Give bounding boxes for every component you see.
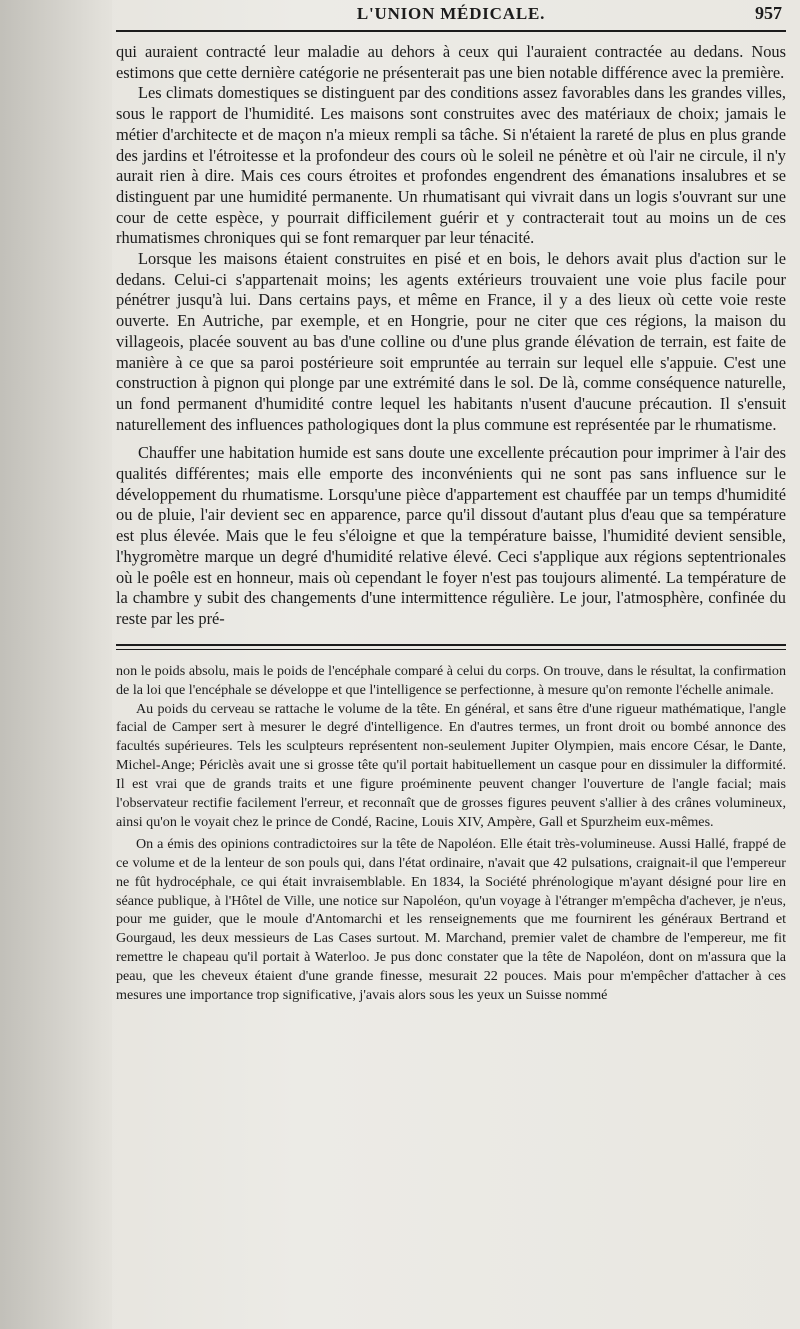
body-paragraph: Les climats domestiques se distinguent par des conditions assez favorables dans les grandes villes, sous le rapport de l'humidité. Les maisons sont construites avec des matériaux de choix; jamais le métier d'architecte et de maçon n'a mieux rempli sa tâche. Si n'étaient la rareté de plus en plus grande des jardins et l'étroitesse et la profondeur des cours où le soleil ne pénètre et où l'air ne circule, il n'y aurait rien à dire. Mais ces cours étroites et profondes engendrent des émanations insalubres et se distinguent par une humidité permanente. Un rhumatisant qui vivrait dans un logis s'ouvrant sur une cour de cette espèce, y pourrait difficilement guérir et y contracterait tout au moins un de ces rhumatismes chroniques qui se font remarquer par leur ténacité. — [116, 83, 786, 248]
footnote-paragraph: non le poids absolu, mais le poids de l'encéphale comparé à celui du corps. On trouve, dans le résultat, la confirmation de la loi que l'encéphale se développe et que l'intelligence se perfectionne, à mesure qu'on remonte l'échelle animale. — [116, 662, 786, 698]
binding-shadow — [0, 0, 112, 1329]
footnote-paragraph: Au poids du cerveau se rattache le volume de la tête. En général, et sans être d'une rigueur mathématique, l'angle facial de Camper sert à mesurer le degré d'intelligence. En d'autres termes, un front droit ou bombé annonce des facultés supérieures. Tels les sculpteurs représentent non-seulement Jupiter Olympien, mais encore César, le Dante, Michel-Ange; Périclès avait une si grosse tête qu'il portait habituellement un casque pour en dissimuler la difformité. Il est vrai que de grands traits et une figure proéminente peuvent changer l'ouverture de l'angle facial; mais l'observateur rectifie facilement l'erreur, et reconnaît que de grosses figures peuvent s'allier à des crânes volumineux, ainsi qu'on le voyait chez le prince de Condé, Racine, Louis XIV, Ampère, Gall et Spurzheim eux-mêmes. — [116, 700, 786, 830]
body-paragraph: Lorsque les maisons étaient construites en pisé et en bois, le dehors avait plus d'action sur le dedans. Celui-ci s'appartenait moins; les agents extérieurs trouvaient une voie plus facile pour pénétrer jusqu'à lui. Dans certains pays, et même en France, il y a des lieux où cette voie reste ouverte. En Autriche, par exemple, et en Hongrie, pour ne citer que ces régions, la maison du villageois, placée souvent au bas d'une colline ou d'une plus grande élévation de terrain, est faite de manière à ce que sa paroi postérieure soit empruntée au terrain sur lequel elle s'appuie. C'est une construction à pignon qui plonge par une extrémité dans le sol. De là, comme conséquence naturelle, un fond permanent d'humidité contre lequel les habitants n'usent d'aucune précaution. Il s'ensuit naturellement des influences pathologiques dont la plus commune est représentée par le rhumatisme. — [116, 249, 786, 434]
page-header — [116, 0, 786, 32]
footnote-separator — [116, 644, 786, 650]
body-paragraph: Chauffer une habitation humide est sans doute une excellente précaution pour imprimer à l'air des qualités différentes; mais elle emporte des inconvénients qui ne sont pas sans influence sur le développement du rhumatisme. Lorsqu'une pièce d'appartement est chauffée par un temps d'humidité ou de pluie, l'air devient sec en apparence, parce qu'il dissout d'autant plus d'eau que sa température est plus élevée. Mais que le feu s'éloigne et que la température baisse, l'humidité devient sensible, l'hygromètre marque un degré d'humidité relative élevé. Ceci s'applique aux régions septentrionales où le poêle est en honneur, mais où cependant le foyer n'est pas toujours alimenté. La température de la chambre y subit des changements d'une intermittence régulière. Le jour, l'atmosphère, confinée du reste par les pré- — [116, 443, 786, 628]
running-title: L'UNION MÉDICALE. — [356, 4, 546, 23]
main-text — [116, 42, 786, 630]
body-paragraph: qui auraient contracté leur maladie au dehors à ceux qui l'auraient contractée au dedans. Nous estimons que cette dernière catégorie ne présenterait pas une bien notable différence avec la première. — [116, 42, 786, 82]
footnote-paragraph: On a émis des opinions contradictoires sur la tête de Napoléon. Elle était très-volumineuse. Aussi Hallé, frappé de ce volume et de la lenteur de son pouls qui, dans l'état ordinaire, n'avait que 42 pulsations, craignait-il que l'empereur ne fût hydrocéphale, ce qui était invraisemblable. En 1834, la Société phrénologique m'ayant désigné pour lire en séance publique, à l'Hôtel de Ville, une notice sur Napoléon, qu'un voyage à l'étranger m'empêcha d'achever, je n'eus, pour me guider, que le moule d'Antomarchi et les renseignements que me fournirent les généraux Bertrand et Gourgaud, les deux messieurs de Las Cases surtout. M. Marchand, premier valet de chambre de l'empereur, me fit remettre le chapeau qu'il portait à Waterloo. Je pus donc constater que la tête de Napoléon, dont on m'assura que la peau, que les cheveux étaient d'une grande finesse, mesurait 22 pouces. Mais pour m'empêcher d'attacher à ces mesures une importance trop significative, j'avais alors sous les yeux un Suisse nommé — [116, 835, 786, 1004]
footnote-block — [116, 662, 786, 1005]
page-number: 957 — [755, 3, 782, 23]
